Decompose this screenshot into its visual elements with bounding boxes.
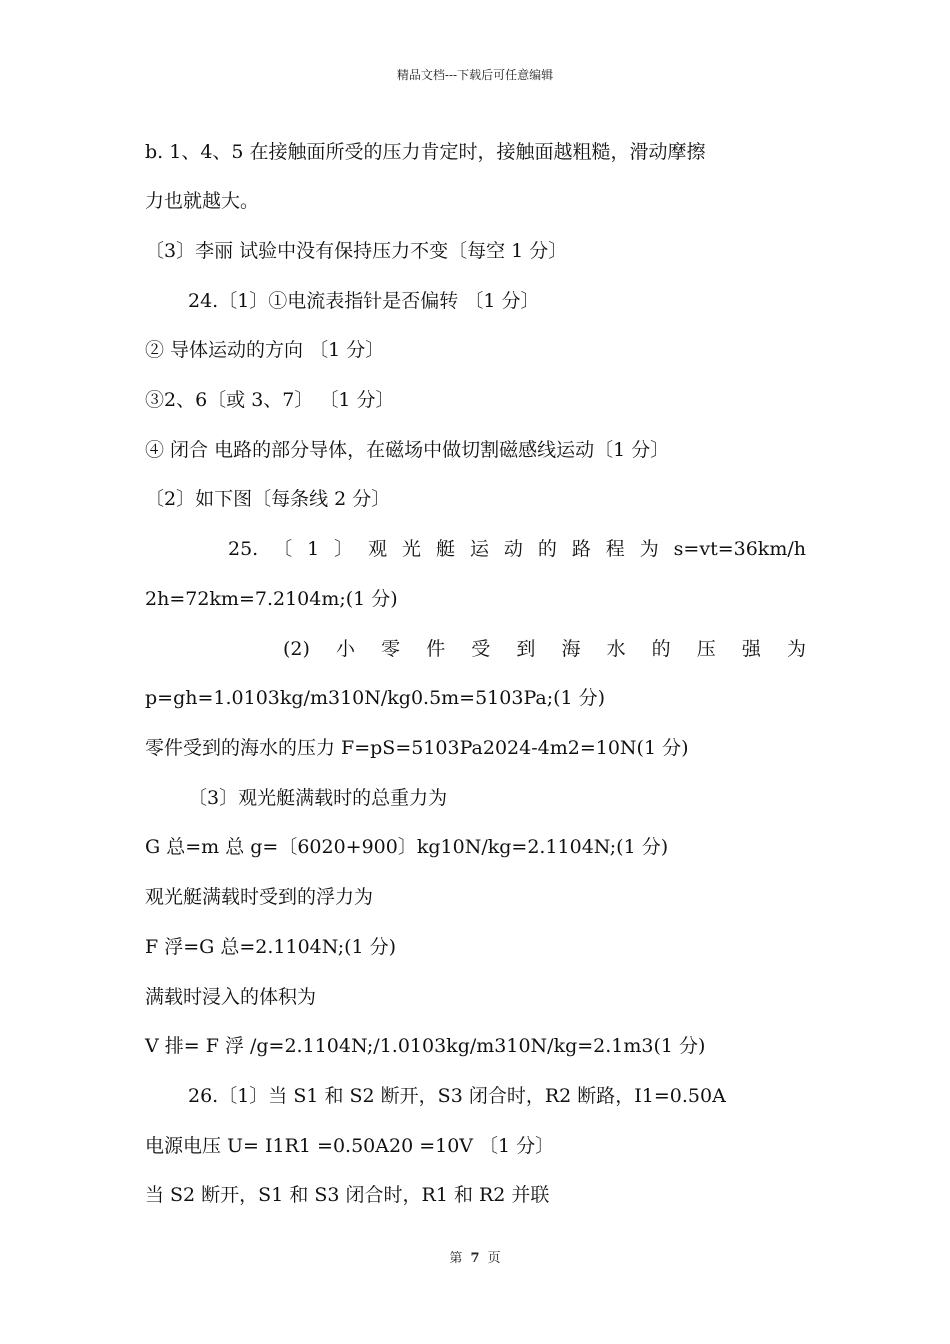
page-label-prefix: 第: [449, 1251, 463, 1266]
spaced-token: 为: [639, 538, 659, 560]
spaced-token: 的: [651, 638, 671, 660]
text-line: 观光艇满载时受到的浮力为: [145, 886, 374, 908]
text-line: b. 1、4、5 在接触面所受的压力肯定时，接触面越粗糙，滑动摩擦: [145, 141, 706, 163]
text-line: ③2、6〔或 3、7〕 〔1 分〕: [145, 389, 395, 411]
spaced-token: 强: [741, 638, 761, 660]
text-line: ② 导体运动的方向 〔1 分〕: [145, 339, 385, 361]
text-line: G 总=m 总 g=〔6020+900〕kg10N/kg=2.1104N;(1 分): [145, 836, 669, 858]
spaced-token: 海: [561, 638, 581, 660]
text-line: 零件受到的海水的压力 F=pS=5103Pa2024-4m2=10N(1 分): [145, 737, 689, 759]
spaced-token: (2): [283, 638, 310, 660]
page-header: 精品文档---下载后可任意编辑: [396, 68, 554, 82]
spaced-token: 艇: [436, 538, 456, 560]
spaced-token: 运: [469, 538, 489, 560]
text-line: 力也就越大。: [145, 190, 260, 212]
spaced-token: 程: [605, 538, 625, 560]
text-line: F 浮=G 总=2.1104N;(1 分): [145, 936, 397, 958]
text-line: 满载时浸入的体积为: [145, 986, 317, 1008]
spaced-token: 25.: [228, 538, 259, 560]
text-line: ④ 闭合 电路的部分导体，在磁场中做切割磁感线运动〔1 分〕: [145, 439, 670, 461]
spaced-token: 〔: [273, 538, 293, 560]
page-number: 7: [470, 1251, 480, 1266]
text-line: 〔3〕李丽 试验中没有保持压力不变〔每空 1 分〕: [145, 240, 568, 262]
text-line: 2h=72km=7.2104m;(1 分): [145, 588, 398, 610]
page-footer: [0, 1247, 950, 1266]
text-line: 26.〔1〕当 S1 和 S2 断开，S3 闭合时，R2 断路，I1=0.50A: [188, 1085, 726, 1107]
justified-line-25: [228, 537, 806, 561]
spaced-token: 小: [336, 638, 356, 660]
text-line: 〔3〕观光艇满载时的总重力为: [188, 787, 448, 809]
page-label-suffix: 页: [487, 1251, 501, 1266]
spaced-token: 的: [537, 538, 557, 560]
spaced-token: 压: [696, 638, 716, 660]
spaced-token: 件: [426, 638, 446, 660]
text-line: 〔2〕如下图〔每条线 2 分〕: [145, 488, 391, 510]
spaced-token: 动: [503, 538, 523, 560]
text-line: p=gh=1.0103kg/m310N/kg0.5m=5103Pa;(1 分): [145, 687, 606, 709]
spaced-token: 路: [571, 538, 591, 560]
text-line: 电源电压 U= I1R1 =0.50A20 =10V 〔1 分〕: [145, 1135, 555, 1157]
spaced-token: 光: [402, 538, 422, 560]
spaced-token: s=vt=36km/h: [673, 538, 806, 560]
justified-line-pressure: [283, 637, 806, 661]
spaced-token: 零: [381, 638, 401, 660]
spaced-token: 受: [471, 638, 491, 660]
text-line: 24.〔1〕①电流表指针是否偏转 〔1 分〕: [188, 290, 540, 312]
spaced-token: 观: [368, 538, 388, 560]
spaced-token: 到: [516, 638, 536, 660]
text-line: V 排= F 浮 /g=2.1104N;/1.0103kg/m310N/kg=2.1m3(1 分): [145, 1035, 706, 1057]
spaced-token: 为: [786, 638, 806, 660]
spaced-token: 〕: [334, 538, 354, 560]
spaced-token: 1: [307, 538, 320, 560]
spaced-token: 水: [606, 638, 626, 660]
text-line: 当 S2 断开，S1 和 S3 闭合时，R1 和 R2 并联: [145, 1184, 550, 1206]
